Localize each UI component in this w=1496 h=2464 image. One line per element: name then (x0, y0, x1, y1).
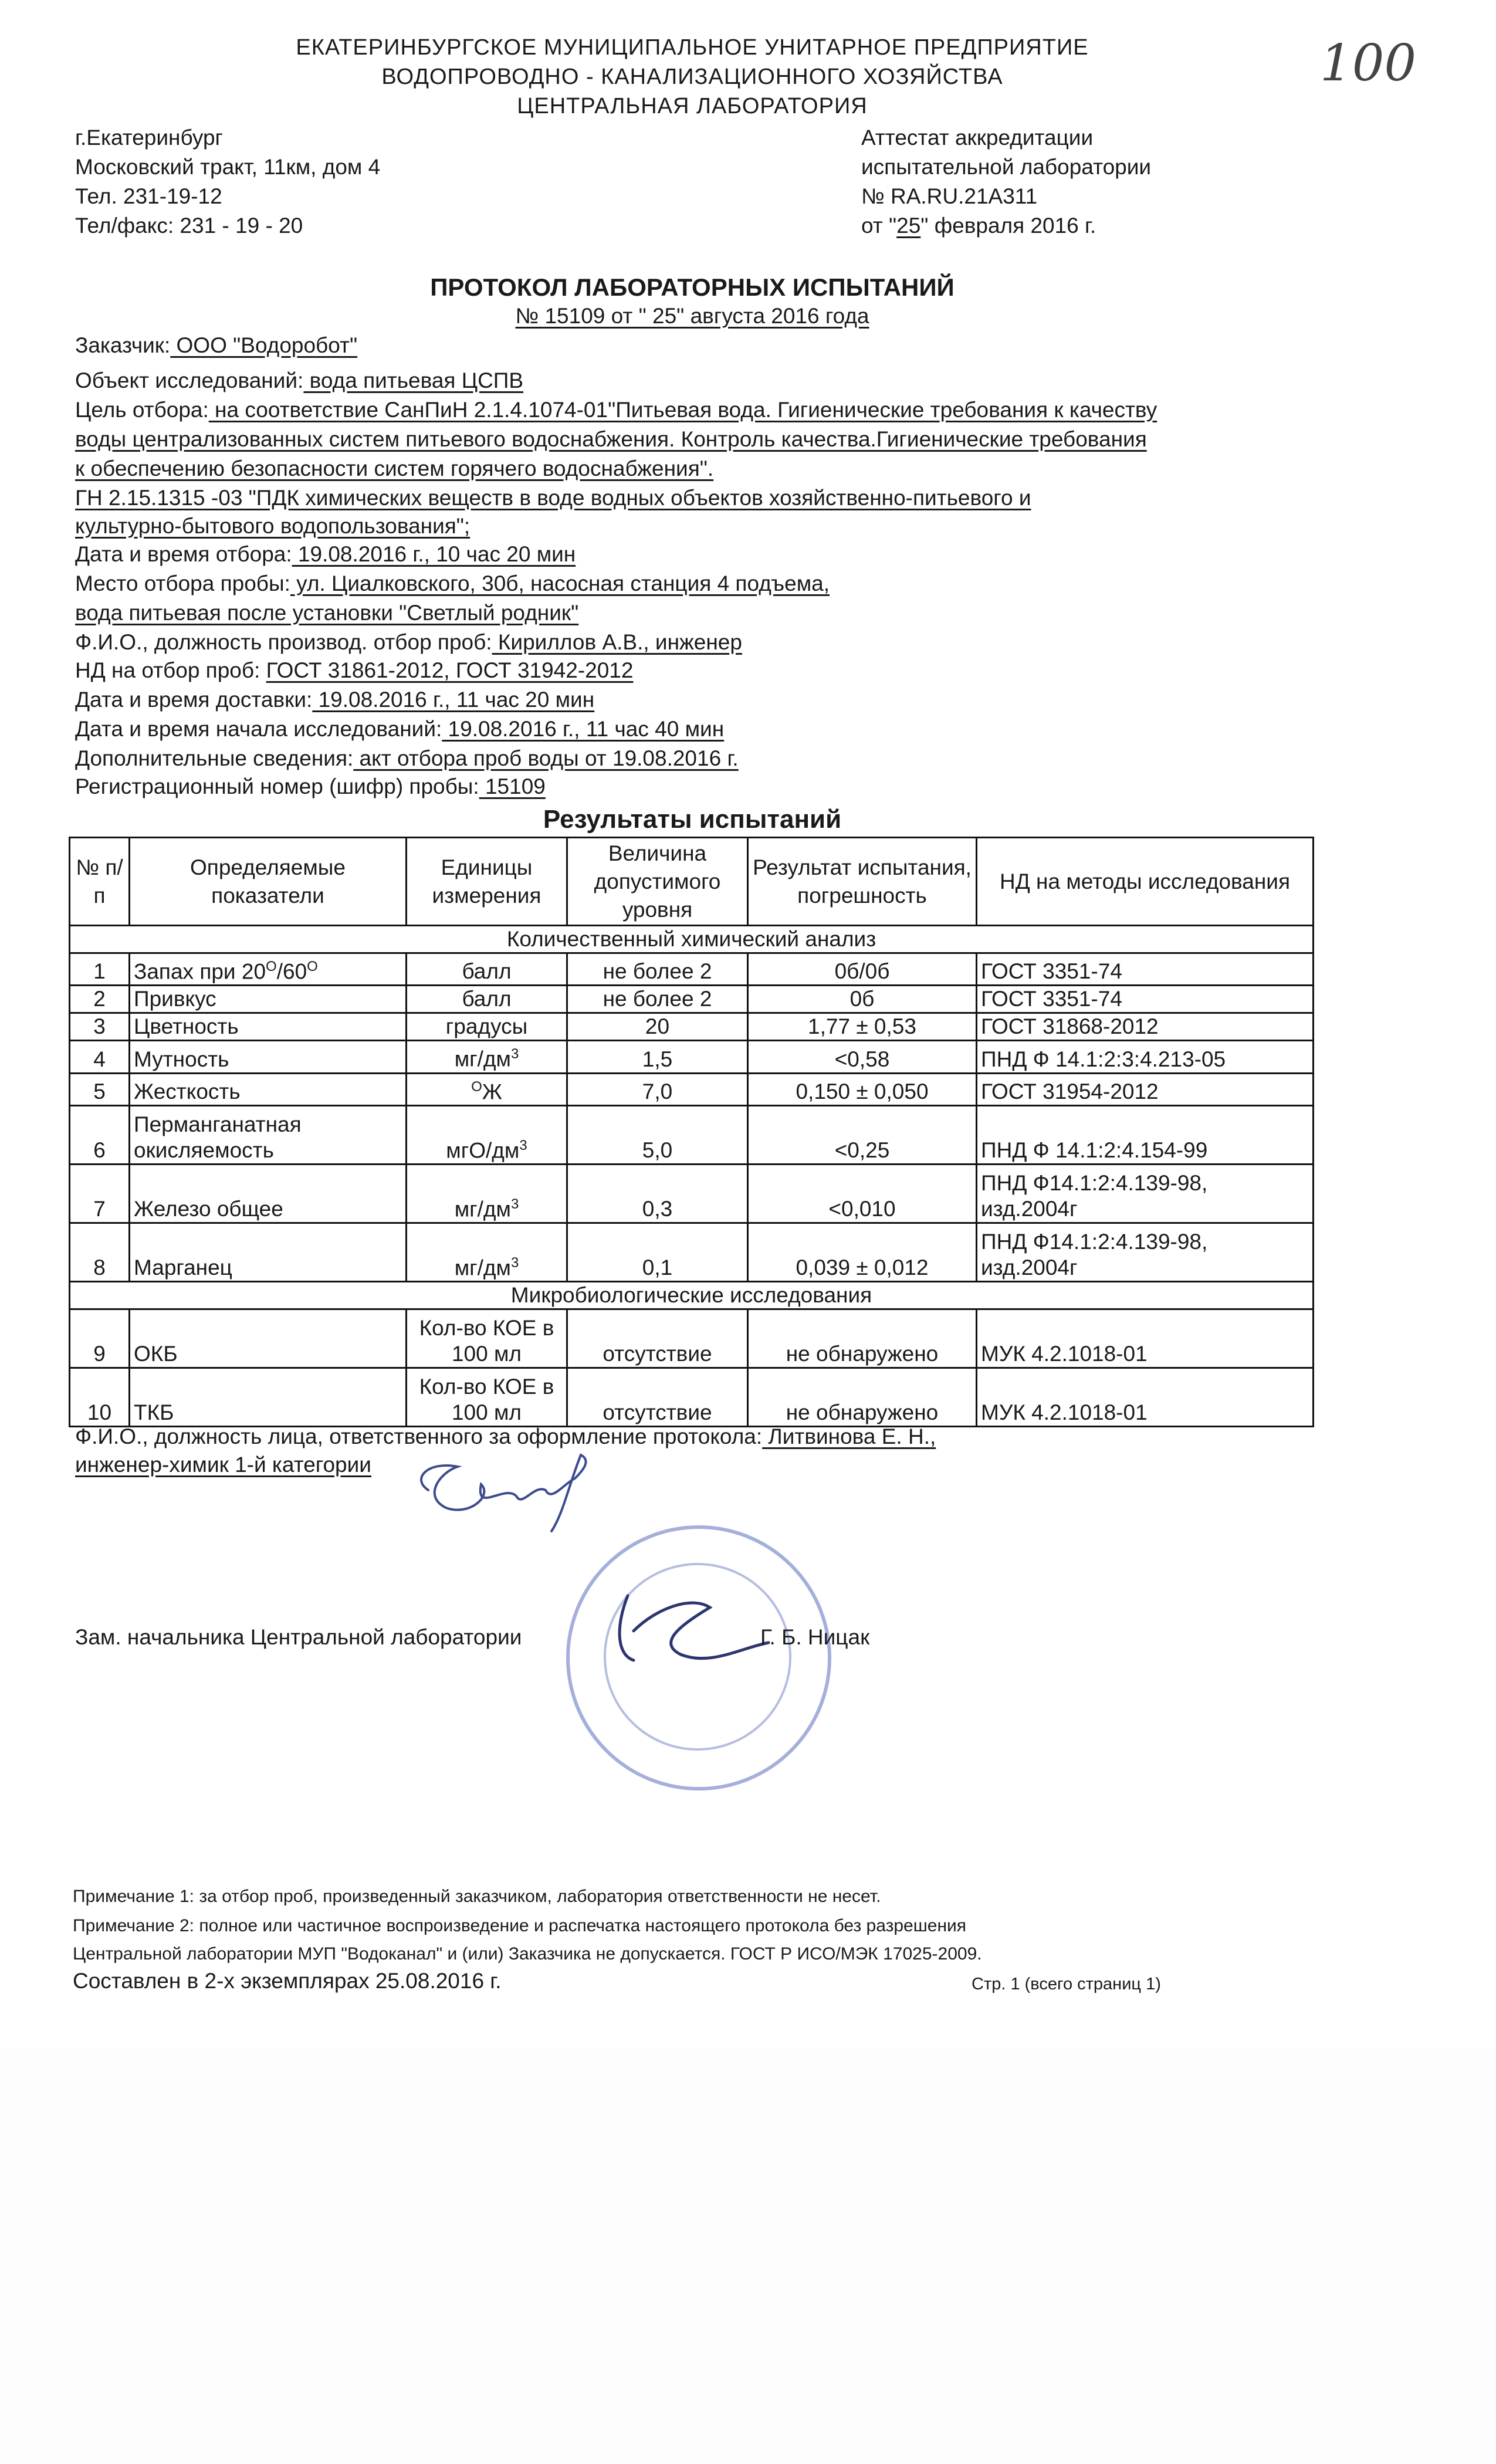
sampling-place-field-line2: вода питьевая после установки "Светлый родник" (75, 601, 579, 625)
row-limit: 5,0 (567, 1105, 748, 1164)
row-num: 6 (70, 1105, 130, 1164)
row-indicator: Привкус (130, 986, 407, 1013)
research-start-field: Дата и время начала исследований: 19.08.2016 г., 11 час 40 мин (75, 717, 725, 741)
purpose-field-line3: к обеспечению безопасности систем горячего водоснабжения". (75, 456, 714, 480)
row-indicator: ТКБ (130, 1368, 407, 1426)
row-indicator: Перманганатная окисляемость (130, 1105, 407, 1164)
row-unit: $мг/дм^3$ (407, 1223, 567, 1281)
row-result: 0,039 ± 0,012 (748, 1223, 977, 1281)
row-unit: $мг/дм^3$ (407, 1041, 567, 1073)
row-result: <0,010 (748, 1164, 977, 1223)
row-method: ПНД Ф14.1:2:4.139-98, изд.2004г (977, 1223, 1314, 1281)
deputy-name: Г. Б. Ницак (760, 1625, 870, 1649)
row-limit: отсутствие (567, 1309, 748, 1368)
accreditation-line2: испытательной лаборатории (861, 155, 1152, 179)
section-micro-label: Микробиологические исследования (70, 1281, 1314, 1309)
row-limit: не более 2 (567, 986, 748, 1013)
row-result: не обнаружено (748, 1309, 977, 1368)
results-table (69, 837, 1314, 1427)
sampling-datetime-field: Дата и время отбора: 19.08.2016 г., 10 час 20 мин (75, 542, 576, 566)
org-name-line2: ВОДОПРОВОДНО - КАНАЛИЗАЦИОННОГО ХОЗЯЙСТВА (381, 65, 1003, 89)
row-indicator: Жесткость (130, 1073, 407, 1105)
row-num: 10 (70, 1368, 130, 1426)
deputy-signature (593, 1584, 780, 1672)
section-row-micro (70, 1281, 1314, 1309)
page-counter: Стр. 1 (всего страниц 1) (972, 1975, 1161, 1993)
row-unit: балл (407, 986, 567, 1013)
row-num: 9 (70, 1309, 130, 1368)
accreditation-number: № RA.RU.21A311 (861, 184, 1038, 208)
row-method: МУК 4.2.1018-01 (977, 1368, 1314, 1426)
row-num: 4 (70, 1041, 130, 1073)
row-indicator: ОКБ (130, 1309, 407, 1368)
address-phone: Тел. 231-19-12 (75, 184, 222, 208)
header-indicator: Определяемые показатели (130, 838, 407, 926)
registration-number-field: Регистрационный номер (шифр) пробы: 15109 (75, 774, 546, 798)
row-method: ГОСТ 3351-74 (977, 986, 1314, 1013)
table-row (70, 1013, 1314, 1041)
note-1: Примечание 1: за отбор проб, произведенный заказчиком, лаборатория ответственности не несет. (73, 1887, 881, 1906)
table-row (70, 953, 1314, 986)
header-limit: Величина допустимого уровня (567, 838, 748, 926)
customer-field: Заказчик: ООО "Водоробот" (75, 333, 358, 357)
row-limit: 1,5 (567, 1041, 748, 1073)
sampler-field: Ф.И.О., должность производ. отбор проб: Кириллов А.В., инженер (75, 630, 742, 654)
header-result: Результат испытания, погрешность (748, 838, 977, 926)
row-indicator: Железо общее (130, 1164, 407, 1223)
table-row (70, 1105, 1314, 1164)
row-num: 7 (70, 1164, 130, 1223)
object-field: Объект исследований: вода питьевая ЦСПВ (75, 368, 524, 392)
row-method: ПНД Ф14.1:2:4.139-98, изд.2004г (977, 1164, 1314, 1223)
protocol-title: ПРОТОКОЛ ЛАБОРАТОРНЫХ ИСПЫТАНИЙ (430, 273, 955, 301)
row-limit: отсутствие (567, 1368, 748, 1426)
row-unit: $^О$Ж (407, 1073, 567, 1105)
row-num: 3 (70, 1013, 130, 1041)
row-limit: 0,3 (567, 1164, 748, 1223)
address-street: Московский тракт, 11км, дом 4 (75, 155, 381, 179)
responsible-signature (405, 1449, 598, 1537)
org-name-line3: ЦЕНТРАЛЬНАЯ ЛАБОРАТОРИЯ (517, 94, 868, 119)
table-header-row (70, 838, 1314, 926)
row-num: 8 (70, 1223, 130, 1281)
org-name-line1: ЕКАТЕРИНБУРГСКОЕ МУНИЦИПАЛЬНОЕ УНИТАРНОЕ ПРЕДПРИЯТИЕ (296, 35, 1089, 60)
row-num: 2 (70, 986, 130, 1013)
table-row (70, 1073, 1314, 1105)
address-city: г.Екатеринбург (75, 126, 224, 150)
row-result: 0,150 ± 0,050 (748, 1073, 977, 1105)
header-method: НД на методы исследования (977, 838, 1314, 926)
table-row (70, 986, 1314, 1013)
row-unit: $мг/дм^3$ (407, 1164, 567, 1223)
row-result: <0,25 (748, 1105, 977, 1164)
purpose-field-line4: ГН 2.15.1315 -03 "ПДК химических веществ в воде водных объектов хозяйственно-питьевого и (75, 486, 1031, 510)
address-fax: Тел/факс: 231 - 19 - 20 (75, 214, 303, 238)
row-limit: 20 (567, 1013, 748, 1041)
header-num: № п/п (70, 838, 130, 926)
nd-sampling-field: НД на отбор проб: ГОСТ 31861-2012, ГОСТ 31942-2012 (75, 658, 634, 682)
row-method: ГОСТ 31954-2012 (977, 1073, 1314, 1105)
purpose-field: Цель отбора: на соответствие СанПиН 2.1.4.1074-01"Питьевая вода. Гигиенические требования к качеству (75, 398, 1157, 422)
row-unit: мгО/$дм^3$ (407, 1105, 567, 1164)
responsible-position: инженер-химик 1-й категории (75, 1453, 371, 1477)
deputy-label: Зам. начальника Центральной лаборатории (75, 1625, 522, 1649)
table-row (70, 1223, 1314, 1281)
row-result: не обнаружено (748, 1368, 977, 1426)
results-title: Результаты испытаний (543, 805, 842, 834)
additional-info-field: Дополнительные сведения: акт отбора проб воды от 19.08.2016 г. (75, 746, 739, 770)
row-limit: 7,0 (567, 1073, 748, 1105)
responsible-field: Ф.И.О., должность лица, ответственного за оформление протокола: Литвинова Е. Н., (75, 1424, 936, 1448)
table-row (70, 1164, 1314, 1223)
accreditation-line1: Аттестат аккредитации (861, 126, 1094, 150)
row-method: ПНД Ф 14.1:2:4.154-99 (977, 1105, 1314, 1164)
section-row-chemical (70, 926, 1314, 953)
row-method: ГОСТ 31868-2012 (977, 1013, 1314, 1041)
row-num: 1 (70, 953, 130, 986)
delivery-field: Дата и время доставки: 19.08.2016 г., 11 час 20 мин (75, 688, 595, 712)
row-unit: Кол-во КОЕ в 100 мл (407, 1309, 567, 1368)
table-row (70, 1368, 1314, 1426)
row-result: <0,58 (748, 1041, 977, 1073)
row-limit: 0,1 (567, 1223, 748, 1281)
accreditation-date: от "25" февраля 2016 г. (861, 214, 1096, 238)
row-unit: градусы (407, 1013, 567, 1041)
section-chemical-label: Количественный химический анализ (70, 926, 1314, 953)
row-indicator: Запах при $20^О/60^О$ (130, 953, 407, 986)
header-units: Единицы измерения (407, 838, 567, 926)
sampling-place-field: Место отбора пробы: ул. Циалковского, 30б, насосная станция 4 подъема, (75, 571, 830, 595)
table-row (70, 1041, 1314, 1073)
row-result: 0б/0б (748, 953, 977, 986)
row-unit: балл (407, 953, 567, 986)
note-2-line1: Примечание 2: полное или частичное воспроизведение и распечатка настоящего протокола без разрешения (73, 1916, 967, 1935)
row-method: ГОСТ 3351-74 (977, 953, 1314, 986)
row-result: 1,77 ± 0,53 (748, 1013, 977, 1041)
row-indicator: Марганец (130, 1223, 407, 1281)
row-indicator: Мутность (130, 1041, 407, 1073)
table-row (70, 1309, 1314, 1368)
row-method: ПНД Ф 14.1:2:3:4.213-05 (977, 1041, 1314, 1073)
row-limit: не более 2 (567, 953, 748, 986)
row-num: 5 (70, 1073, 130, 1105)
row-unit: Кол-во КОЕ в 100 мл (407, 1368, 567, 1426)
row-result: 0б (748, 986, 977, 1013)
handwritten-page-number: 100 (1320, 34, 1417, 93)
row-indicator: Цветность (130, 1013, 407, 1041)
copies-note: Составлен в 2-х экземплярах 25.08.2016 г. (73, 1969, 502, 1993)
purpose-field-line5: культурно-бытового водопользования"; (75, 514, 471, 538)
note-2-line2: Центральной лаборатории МУП "Водоканал" и (или) Заказчика не допускается. ГОСТ Р ИСО/МЭК 17025-2009. (73, 1944, 982, 1964)
row-method: МУК 4.2.1018-01 (977, 1309, 1314, 1368)
protocol-number: № 15109 от " 25" августа 2016 года (515, 304, 869, 328)
purpose-field-line2: воды централизованных систем питьевого водоснабжения. Контроль качества.Гигиенические требования (75, 427, 1147, 451)
scan-margin (0, 2047, 1496, 2464)
